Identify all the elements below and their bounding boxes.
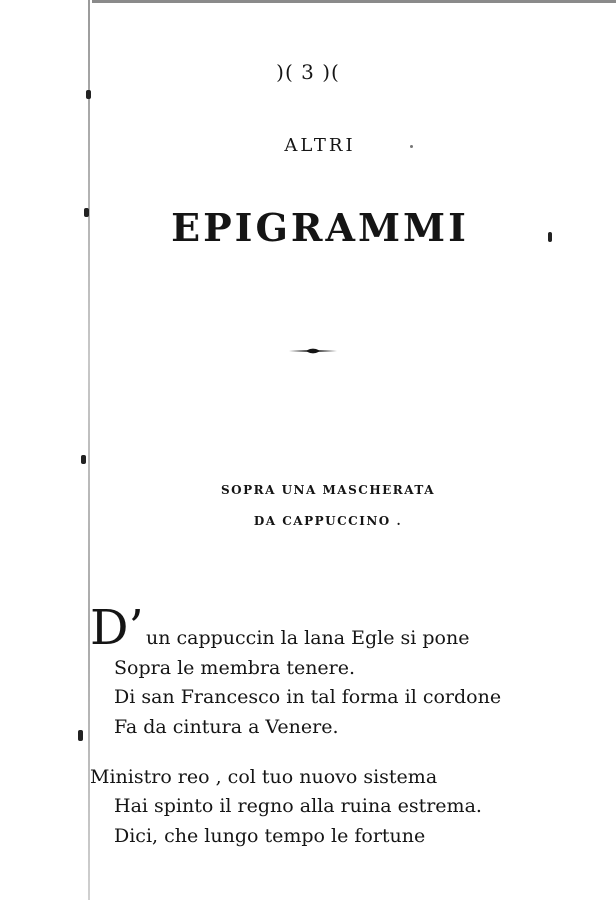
poem-line: un cappuccin la lana Egle si pone [146, 627, 470, 649]
poem-line: Di san Francesco in tal forma il cordone [114, 686, 502, 708]
poem-line: Hai spinto il regno alla ruina estrema. [114, 795, 482, 817]
poem-heading: SOPRA UNA MASCHERATA [220, 483, 436, 497]
section-overline: ALTRI [284, 135, 356, 156]
gutter-mark [78, 730, 83, 741]
poem-line: Ministro reo , col tuo nuovo sistema [90, 766, 438, 788]
gutter-mark [86, 90, 91, 99]
section-title: EPIGRAMMI [171, 205, 469, 250]
poem-heading: DA CAPPUCCINO . [253, 514, 403, 528]
poem-line: Dici, che lungo tempo le fortune [114, 825, 426, 847]
gutter-mark [81, 455, 86, 464]
poem-line: Sopra le membra tenere. [114, 657, 356, 679]
poem-line: Fa da cintura a Venere. [114, 716, 339, 738]
ornament-divider-icon [289, 347, 337, 355]
page-number: )( 3 )( [276, 60, 340, 84]
drop-cap: D’ [90, 600, 144, 656]
top-edge-rule [92, 0, 616, 3]
